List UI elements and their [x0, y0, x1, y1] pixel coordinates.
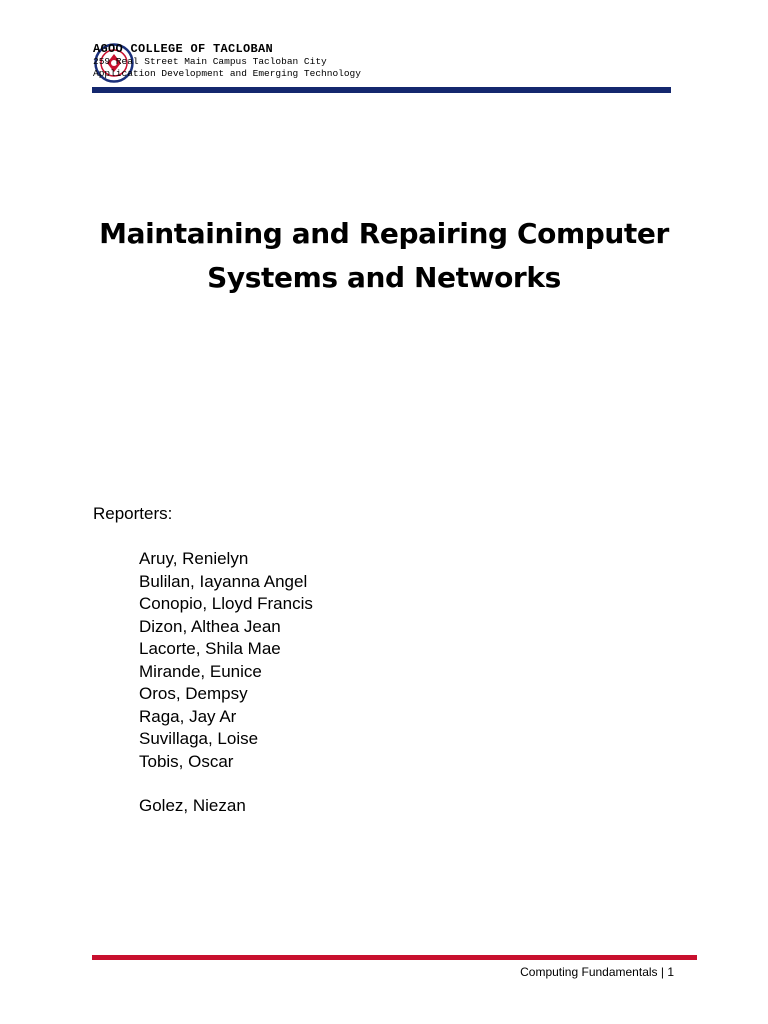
title-line-2: Systems and Networks	[207, 261, 561, 294]
reporters-list	[139, 548, 313, 773]
title-line-1: Maintaining and Repairing Computer	[99, 217, 669, 250]
school-department: Application Development and Emerging Technology	[93, 68, 361, 79]
reporter-name-extra: Golez, Niezan	[139, 796, 246, 815]
school-info	[93, 42, 673, 80]
reporter-name: Oros, Dempsy	[139, 684, 248, 703]
reporter-name: Aruy, Renielyn	[139, 549, 249, 568]
school-address: 259 Real Street Main Campus Tacloban City	[93, 56, 327, 67]
reporter-name: Suvillaga, Loise	[139, 729, 259, 748]
footer-divider	[92, 955, 697, 960]
reporter-name: Lacorte, Shila Mae	[139, 639, 281, 658]
reporter-name: Raga, Jay Ar	[139, 706, 237, 726]
reporter-name: Mirande, Eunice	[139, 661, 262, 681]
reporter-name: Conopio, Lloyd Francis	[139, 594, 313, 613]
page-footer: Computing Fundamentals | 1	[520, 965, 674, 979]
reporters-label: Reporters:	[93, 504, 173, 523]
reporter-name: Bulilan, Iayanna Angel	[139, 571, 308, 591]
reporter-name: Dizon, Althea Jean	[139, 616, 281, 636]
document-title	[0, 212, 768, 300]
header-divider	[92, 87, 671, 93]
reporter-name: Tobis, Oscar	[139, 751, 234, 771]
document-header	[93, 42, 673, 80]
school-name: AGOO COLLEGE OF TACLOBAN	[93, 42, 274, 56]
